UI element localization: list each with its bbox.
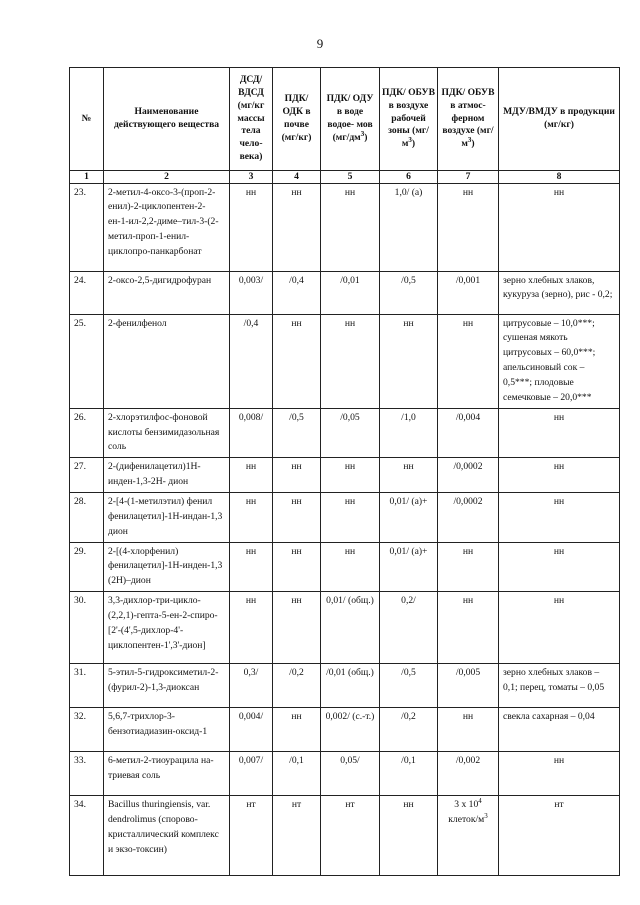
atmosphere-value-unit-sup: 3 (484, 811, 488, 820)
substance-name: 2-метил-4-оксо-3-(проп-2-енил)-2-циклопентен-2-ен-1-ил-2,2-диме–тил-3-(2-метил-проп-1-енил-циклопро-панкарбонат (104, 183, 230, 271)
column-number: 8 (499, 171, 620, 184)
header-water-limit-sup: 3 (360, 129, 365, 138)
product-limit-value: цитрусовые – 10,0***; сушеная мякоть цитрусовых – 60,0***; апельсиновый сок – 0,5***; плодовые семечковые – 20,0*** (499, 314, 620, 408)
table-row (70, 183, 620, 271)
workzone-value: /1,0 (380, 408, 438, 458)
header-substance-name: Наименование действующего вещества (104, 68, 230, 171)
substance-name: 2-хлорэтилфос-фоновой кислоты бензимидазольная соль (104, 408, 230, 458)
dsd-value: нн (230, 542, 273, 592)
water-value: нн (321, 542, 380, 592)
table-row (70, 542, 620, 592)
table-header-row (70, 68, 620, 171)
soil-value: /0,2 (273, 664, 321, 708)
water-value: нн (321, 314, 380, 408)
water-value: 0,002/ (с.-т.) (321, 708, 380, 752)
product-limit-value: нн (499, 592, 620, 664)
atmosphere-value: нн (438, 314, 499, 408)
workzone-value: нн (380, 796, 438, 876)
atmosphere-value: /0,005 (438, 664, 499, 708)
column-number: 2 (104, 171, 230, 184)
workzone-value: 0,2/ (380, 592, 438, 664)
header-workzone-limit-sup: 3 (408, 136, 412, 145)
row-number: 32. (70, 708, 104, 752)
table-row (70, 664, 620, 708)
workzone-value: /0,2 (380, 708, 438, 752)
dsd-value: 0,003/ (230, 271, 273, 314)
product-limit-value: нт (499, 796, 620, 876)
workzone-value: /0,1 (380, 752, 438, 796)
table-row (70, 271, 620, 314)
table-row (70, 408, 620, 458)
product-limit-value: нн (499, 408, 620, 458)
soil-value: нн (273, 314, 321, 408)
column-number: 6 (380, 171, 438, 184)
row-number: 33. (70, 752, 104, 796)
soil-value: нн (273, 708, 321, 752)
column-number: 7 (438, 171, 499, 184)
water-value: /0,05 (321, 408, 380, 458)
substance-name: 2-[4-(1-метилэтил) фенил фенилацетил]-1Н-индан-1,3 дион (104, 492, 230, 542)
workzone-value: нн (380, 458, 438, 493)
soil-value: нн (273, 492, 321, 542)
workzone-value: 0,01/ (а)+ (380, 542, 438, 592)
header-number: № (70, 68, 104, 171)
table-row (70, 492, 620, 542)
atmosphere-value: нн (438, 183, 499, 271)
substance-name: 5-этил-5-гидроксиметил-2-(фурил-2)-1,3-диоксан (104, 664, 230, 708)
header-dsd: ДСД/ ВДСД (мг/кг массы тела чело- века) (230, 68, 273, 171)
dsd-value: 0,3/ (230, 664, 273, 708)
row-number: 34. (70, 796, 104, 876)
substance-name: 2-[(4-хлорфенил) фенилацетил]-1Н-инден-1,3 (2Н)–дион (104, 542, 230, 592)
dsd-value: /0,4 (230, 314, 273, 408)
row-number: 31. (70, 664, 104, 708)
water-value: /0,01 (321, 271, 380, 314)
row-number: 23. (70, 183, 104, 271)
dsd-value: 0,008/ (230, 408, 273, 458)
row-number: 26. (70, 408, 104, 458)
column-number: 4 (273, 171, 321, 184)
substance-name: 2-фенилфенол (104, 314, 230, 408)
column-number: 1 (70, 171, 104, 184)
water-value: нн (321, 492, 380, 542)
column-number-row (70, 171, 620, 184)
product-limit-value: зерно хлебных злаков, кукуруза (зерно), рис - 0,2; (499, 271, 620, 314)
table-row (70, 592, 620, 664)
header-atmosphere-limit (438, 68, 499, 171)
row-number: 28. (70, 492, 104, 542)
soil-value: /0,1 (273, 752, 321, 796)
product-limit-value: зерно хлебных злаков – 0,1; перец, томаты – 0,05 (499, 664, 620, 708)
product-limit-value: нн (499, 752, 620, 796)
water-value: 0,05/ (321, 752, 380, 796)
workzone-value: 0,01/ (а)+ (380, 492, 438, 542)
substance-name: Bacillus thuringiensis, var. dendrolimus (спорово-кристаллический комплекс и экзо-токсин) (104, 796, 230, 876)
header-workzone-limit-text: ПДК/ ОБУВ в воздухе рабочей зоны (мг/м (382, 86, 435, 150)
workzone-value: /0,5 (380, 664, 438, 708)
header-soil-limit: ПДК/ ОДК в почве (мг/кг) (273, 68, 321, 171)
atmosphere-value: нн (438, 708, 499, 752)
substance-name: 6-метил-2-тиоурацила на-триевая соль (104, 752, 230, 796)
atmosphere-value: /0,004 (438, 408, 499, 458)
page-number: 9 (316, 36, 324, 51)
soil-value: нн (273, 592, 321, 664)
soil-value: нн (273, 458, 321, 493)
atmosphere-value-text: 3 х 10 (454, 799, 479, 811)
header-product-limit: МДУ/ВМДУ в продукции (мг/кг) (499, 68, 620, 171)
table-row (70, 752, 620, 796)
pesticide-standards-table (69, 67, 620, 876)
water-value: 0,01/ (общ.) (321, 592, 380, 664)
dsd-value: нн (230, 458, 273, 493)
product-limit-value: свекла сахарная – 0,04 (499, 708, 620, 752)
dsd-value: нн (230, 492, 273, 542)
table-row (70, 458, 620, 493)
atmosphere-value (438, 796, 499, 876)
substance-name: 2-оксо-2,5-дигидрофуран (104, 271, 230, 314)
header-water-limit-end: ) (364, 131, 368, 143)
row-number: 24. (70, 271, 104, 314)
header-water-limit (321, 68, 380, 171)
water-value: нн (321, 183, 380, 271)
dsd-value: 0,007/ (230, 752, 273, 796)
header-atmosphere-limit-sup: 3 (467, 136, 472, 145)
water-value: нн (321, 458, 380, 493)
soil-value: нн (273, 183, 321, 271)
substance-name: 2-(дифенилацетил)1Н-инден-1,3-2Н- дион (104, 458, 230, 493)
dsd-value: нт (230, 796, 273, 876)
table-row (70, 796, 620, 876)
row-number: 25. (70, 314, 104, 408)
header-workzone-limit-end: ) (411, 138, 416, 150)
header-atmosphere-limit-text: ПДК/ ОБУВ в атмос- ферном воздухе (мг/м (441, 86, 495, 150)
dsd-value: нн (230, 592, 273, 664)
atmosphere-value: /0,002 (438, 752, 499, 796)
product-limit-value: нн (499, 542, 620, 592)
atmosphere-value-unit: клеток/м (448, 813, 485, 825)
header-atmosphere-limit-end: ) (471, 138, 475, 150)
soil-value: /0,5 (273, 408, 321, 458)
water-value: нт (321, 796, 380, 876)
atmosphere-value: /0,0002 (438, 458, 499, 493)
atmosphere-value: нн (438, 542, 499, 592)
header-water-limit-text: ПДК/ ОДУ в воде водое- мов (мг/дм (326, 93, 374, 143)
product-limit-value: нн (499, 458, 620, 493)
workzone-value: нн (380, 314, 438, 408)
product-limit-value: нн (499, 492, 620, 542)
workzone-value: 1,0/ (а) (380, 183, 438, 271)
row-number: 27. (70, 458, 104, 493)
row-number: 29. (70, 542, 104, 592)
column-number: 3 (230, 171, 273, 184)
table-row (70, 314, 620, 408)
atmosphere-value: /0,0002 (438, 492, 499, 542)
substance-name: 3,3-дихлор-три-цикло-(2,2,1)-гепта-5-ен-2-спиро-[2'-(4',5-дихлор-4'-циклопентен-1',3'-дион] (104, 592, 230, 664)
row-number: 30. (70, 592, 104, 664)
atmosphere-value-sup: 4 (478, 796, 482, 805)
soil-value: нн (273, 542, 321, 592)
header-workzone-limit (380, 68, 438, 171)
water-value: /0,01 (общ.) (321, 664, 380, 708)
soil-value: нт (273, 796, 321, 876)
product-limit-value: нн (499, 183, 620, 271)
table-row (70, 708, 620, 752)
dsd-value: нн (230, 183, 273, 271)
dsd-value: 0,004/ (230, 708, 273, 752)
substance-name: 5,6,7-трихлор-3-бензотиадиазин-оксид-1 (104, 708, 230, 752)
workzone-value: /0,5 (380, 271, 438, 314)
atmosphere-value: нн (438, 592, 499, 664)
soil-value: /0,4 (273, 271, 321, 314)
atmosphere-value: /0,001 (438, 271, 499, 314)
column-number: 5 (321, 171, 380, 184)
